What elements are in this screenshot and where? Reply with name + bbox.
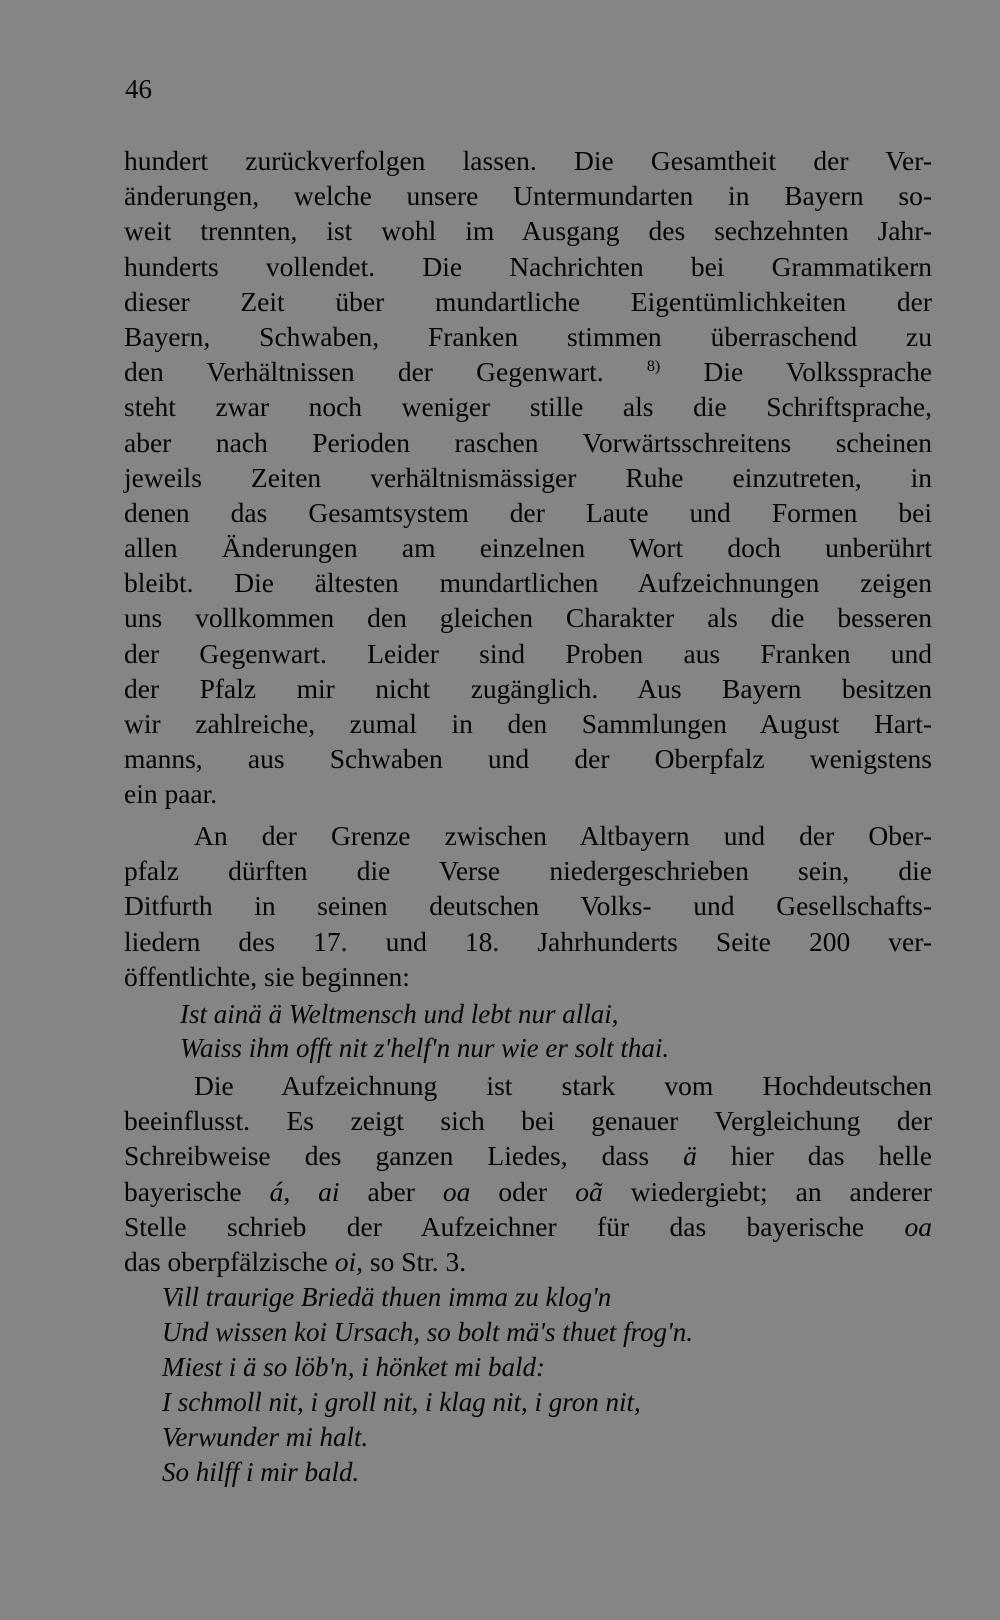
- text-line: aber nach Perioden raschen Vorwärtsschreitens scheinen: [124, 426, 932, 458]
- text-line: jeweils Zeiten verhältnismässiger Ruhe einzutreten, in: [124, 461, 932, 493]
- text-line: [124, 1209, 932, 1244]
- text-line: bleibt. Die ältesten mundartlichen Aufzeichnungen zeigen: [124, 567, 932, 599]
- paragraph-3: [124, 1068, 932, 1279]
- text-line: pfalz dürften die Verse niedergeschrieben sein, die: [124, 855, 932, 887]
- text-line: [124, 1138, 932, 1173]
- text-fragment: bayerische: [124, 1175, 242, 1207]
- italic-fragment: oa: [904, 1210, 933, 1242]
- italic-fragment: oi,: [334, 1245, 364, 1277]
- text-line: An der Grenze zwischen Altbayern und der Ober-: [194, 820, 932, 851]
- paragraph-2: [124, 818, 932, 994]
- text-line: uns vollkommen den gleichen Charakter als die besseren: [124, 602, 932, 634]
- verse-line: Ist ainä ä Weltmensch und lebt nur allai,: [180, 999, 619, 1029]
- text-fragment: hier das helle: [730, 1140, 932, 1172]
- text-line: der Pfalz mir nicht zugänglich. Aus Bayern besitzen: [124, 672, 932, 704]
- text-line: weit trennten, ist wohl im Ausgang des sechzehnten Jahr-: [124, 215, 932, 247]
- text-line: [124, 354, 932, 389]
- italic-fragment: oã: [575, 1175, 603, 1207]
- text-line: ein paar.: [124, 778, 218, 810]
- text-fragment: Die Volkssprache: [703, 356, 933, 388]
- text-fragment: aber: [367, 1175, 415, 1207]
- text-fragment: Stelle schrieb der Aufzeichner für das bayerische: [124, 1210, 865, 1242]
- text-line: dieser Zeit über mundartliche Eigentümlichkeiten der: [124, 285, 932, 317]
- paragraph-1: [124, 143, 932, 812]
- verse-line: Und wissen koi Ursach, so bolt mä's thuet frog'n.: [162, 1317, 694, 1347]
- footnote-marker: 8): [646, 358, 661, 376]
- text-fragment: den Verhältnissen der Gegenwart.: [124, 356, 604, 388]
- text-fragment: wiedergiebt; an anderer: [630, 1175, 932, 1207]
- text-line: manns, aus Schwaben und der Oberpfalz wenigstens: [124, 743, 932, 775]
- text-line: [124, 1244, 932, 1279]
- verse-line: Verwunder mi halt.: [162, 1422, 369, 1452]
- text-fragment: Schreibweise des ganzen Liedes, dass: [124, 1140, 650, 1172]
- text-line: Die Aufzeichnung ist stark vom Hochdeutschen: [194, 1070, 932, 1101]
- verse-line: So hilff i mir bald.: [162, 1457, 360, 1487]
- text-line: Bayern, Schwaben, Franken stimmen überraschend zu: [124, 320, 932, 352]
- text-line: liedern des 17. und 18. Jahrhunderts Seite 200 ver-: [124, 925, 932, 957]
- text-line: [124, 1174, 932, 1209]
- text-line: der Gegenwart. Leider sind Proben aus Franken und: [124, 637, 932, 669]
- text-line: denen das Gesamtsystem der Laute und Formen bei: [124, 496, 932, 528]
- text-line: hundert zurückverfolgen lassen. Die Gesamtheit der Ver-: [124, 145, 932, 176]
- text-line: öffentlichte, sie beginnen:: [124, 960, 410, 992]
- verse-line: Vill traurige Briedä thuen imma zu klog'n: [162, 1282, 612, 1312]
- italic-fragment: á, ai: [269, 1175, 340, 1207]
- page-number: 46: [125, 74, 152, 104]
- italic-fragment: ä: [683, 1140, 697, 1172]
- text-line: hunderts vollendet. Die Nachrichten bei Grammatikern: [124, 250, 932, 282]
- text-line: änderungen, welche unsere Untermundarten in Bayern so-: [124, 180, 932, 212]
- verse-line: Miest i ä so löb'n, i hönket mi bald:: [162, 1352, 545, 1382]
- verse-line: I schmoll nit, i groll nit, i klag nit, i gron nit,: [162, 1387, 641, 1417]
- text-line: wir zahlreiche, zumal in den Sammlungen August Hart-: [124, 708, 932, 739]
- text-line: Ditfurth in seinen deutschen Volks- und Gesellschafts-: [124, 890, 932, 922]
- italic-fragment: oa: [442, 1175, 471, 1207]
- verse-line: Waiss ihm offt nit z'helf'n nur wie er solt thai.: [180, 1033, 670, 1063]
- text-line: beeinflusst. Es zeigt sich bei genauer Vergleichung der: [124, 1105, 932, 1137]
- text-line: steht zwar noch weniger stille als die Schriftsprache,: [124, 391, 932, 423]
- text-fragment: oder: [498, 1175, 548, 1207]
- text-fragment: das oberpfälzische: [124, 1245, 328, 1277]
- text-fragment: so Str. 3.: [369, 1245, 467, 1277]
- text-line: allen Änderungen am einzelnen Wort doch unberührt: [124, 532, 932, 564]
